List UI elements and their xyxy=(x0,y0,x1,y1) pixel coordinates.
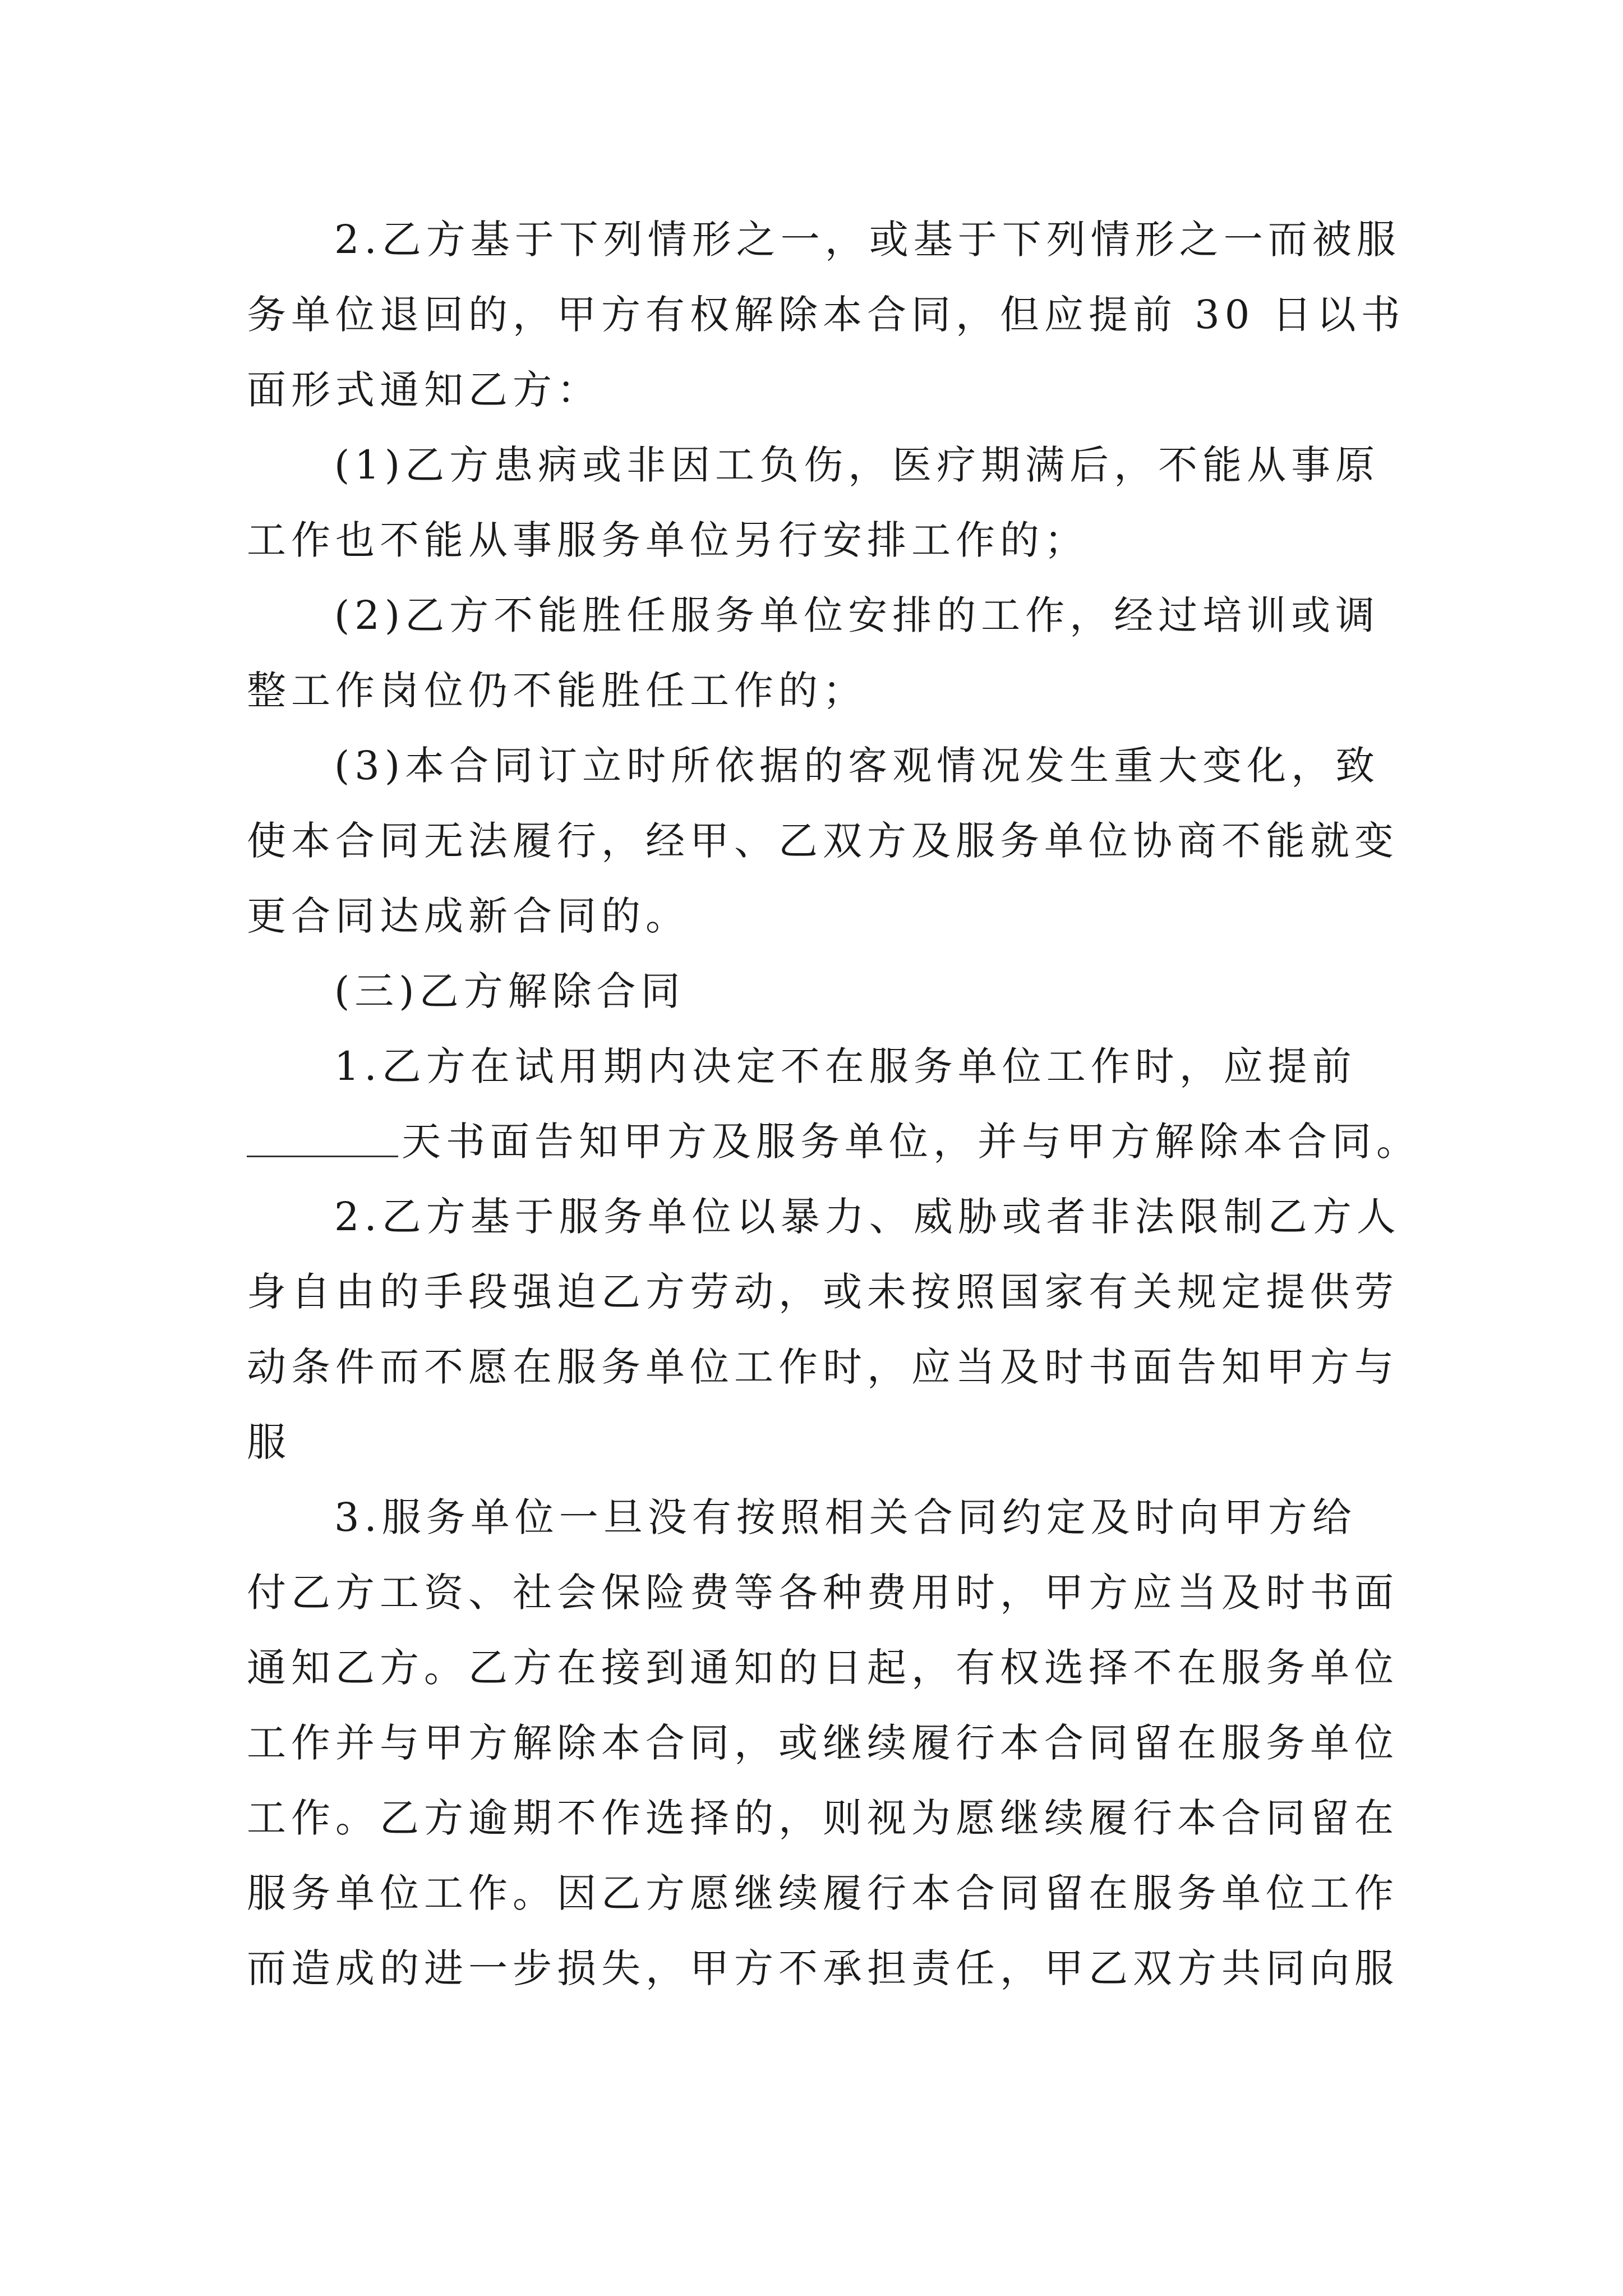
text-line: (3)本合同订立时所依据的客观情况发生重大变化，致 xyxy=(334,743,1380,789)
section-heading: (三)乙方解除合同 xyxy=(334,968,685,1014)
text-line: 使本合同无法履行，经甲、乙双方及服务单位协商不能就变 xyxy=(247,818,1399,864)
text-line: (1)乙方患病或非因工负伤，医疗期满后，不能从事原 xyxy=(334,442,1380,488)
text-line: 整工作岗位仍不能胜任工作的； xyxy=(247,668,867,714)
text-line: 1.乙方在试用期内决定不在服务单位工作时，应提前 xyxy=(334,1043,1357,1089)
fill-in-blank xyxy=(247,1111,398,1157)
text-line: 2.乙方基于服务单位以暴力、威胁或者非法限制乙方人 xyxy=(334,1194,1401,1240)
text-line: 动条件而不愿在服务单位工作时，应当及时书面告知甲方与 xyxy=(247,1344,1399,1390)
text-line: 工作。乙方逾期不作选择的，则视为愿继续履行本合同留在 xyxy=(247,1795,1399,1841)
text-line: (2)乙方不能胜任服务单位安排的工作，经过培训或调 xyxy=(334,592,1380,638)
text-line: 工作也不能从事服务单位另行安排工作的； xyxy=(247,517,1089,563)
text-line: 通知乙方。乙方在接到通知的日起，有权选择不在服务单位 xyxy=(247,1645,1399,1691)
text-line: 天书面告知甲方及服务单位，并与甲方解除本合同。 xyxy=(402,1119,1421,1165)
text-line-with-blank xyxy=(247,1111,1421,1172)
text-line: 服务单位工作。因乙方愿继续履行本合同留在服务单位工作 xyxy=(247,1870,1399,1916)
text-line: 面形式通知乙方： xyxy=(247,367,601,413)
text-line: 更合同达成新合同的。 xyxy=(247,893,690,939)
text-line: 服 xyxy=(247,1419,291,1465)
text-line: 3.服务单位一旦没有按照相关合同约定及时向甲方给 xyxy=(334,1494,1357,1540)
text-line: 身自由的手段强迫乙方劳动，或未按照国家有关规定提供劳 xyxy=(247,1269,1399,1315)
text-line: 务单位退回的，甲方有权解除本合同，但应提前 30 日以书 xyxy=(247,292,1405,338)
text-line: 而造成的进一步损失，甲方不承担责任，甲乙双方共同向服 xyxy=(247,1945,1399,1991)
text-line: 2.乙方基于下列情形之一，或基于下列情形之一而被服 xyxy=(334,217,1401,263)
text-line: 付乙方工资、社会保险费等各种费用时，甲方应当及时书面 xyxy=(247,1570,1399,1616)
text-line: 工作并与甲方解除本合同，或继续履行本合同留在服务单位 xyxy=(247,1720,1399,1766)
